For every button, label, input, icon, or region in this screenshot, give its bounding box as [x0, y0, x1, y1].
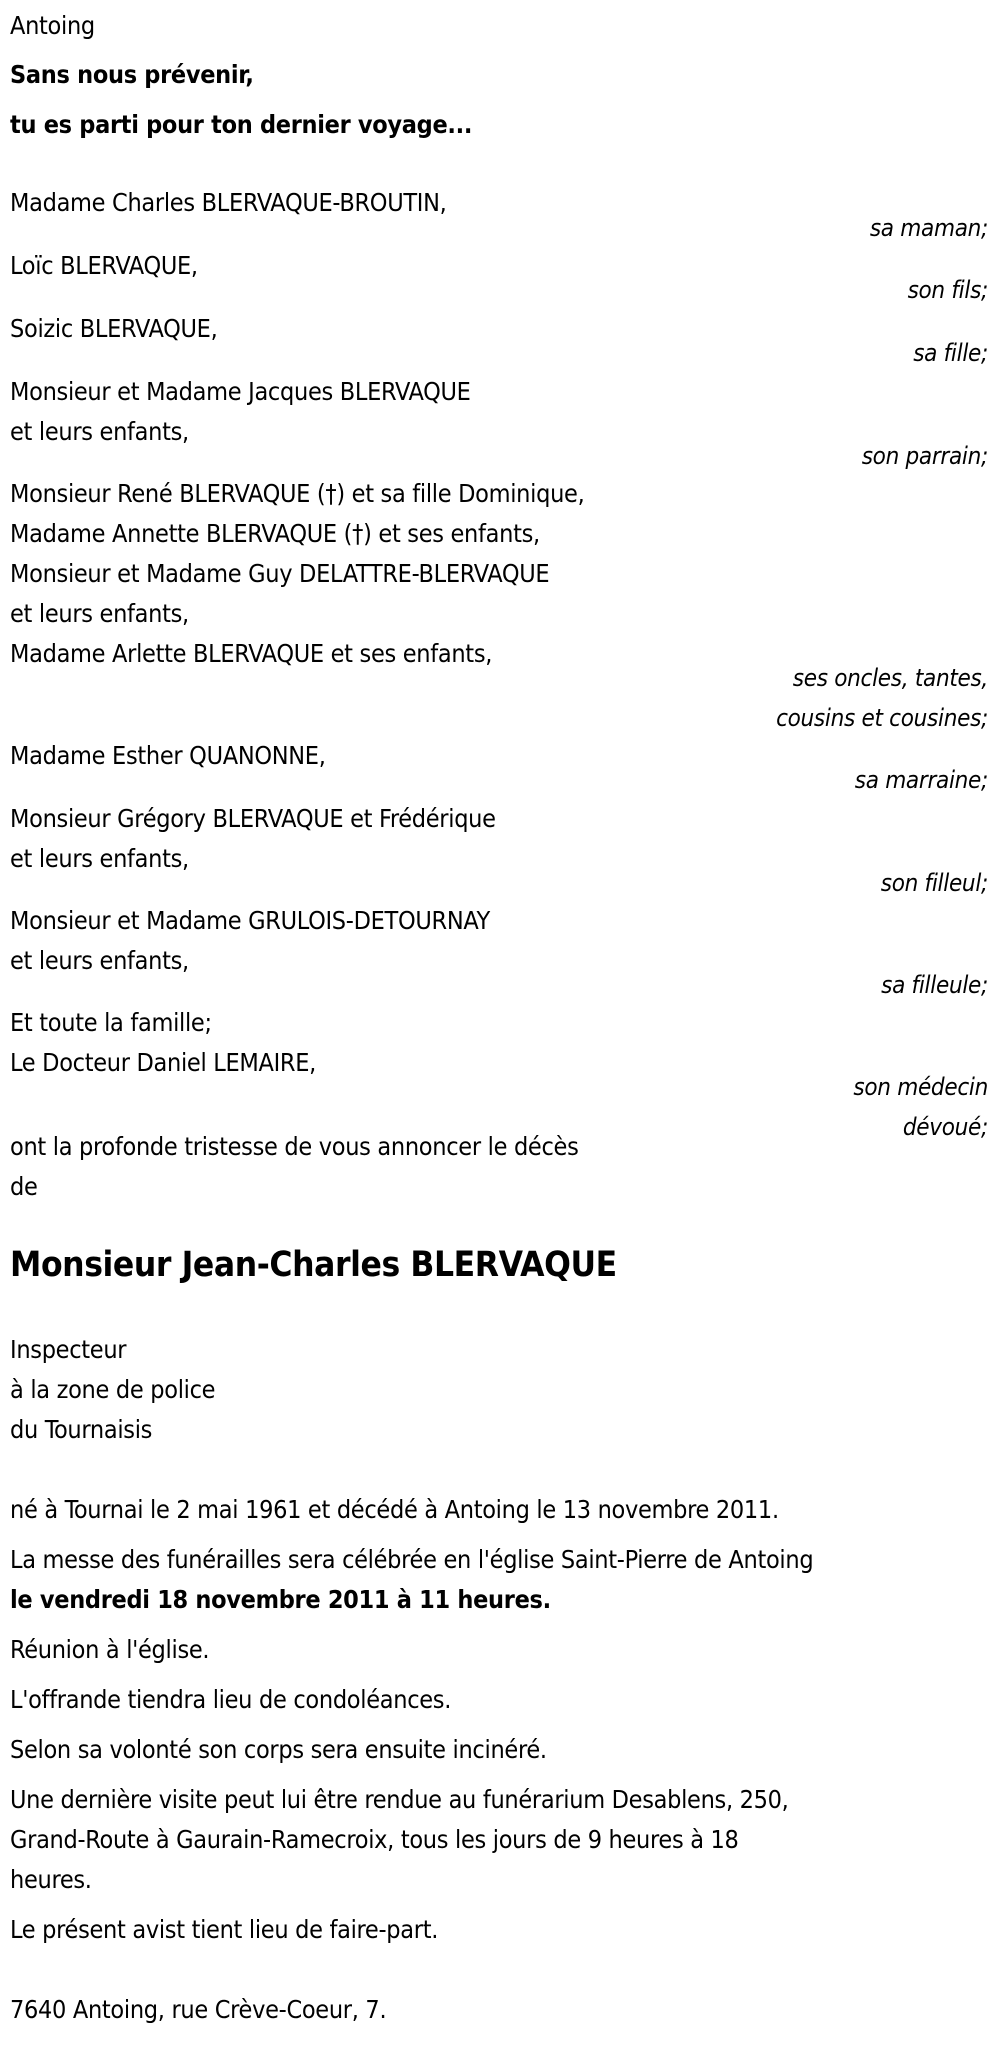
visit-line: heures. — [10, 1865, 92, 1894]
family-relation: ses oncles, tantes, — [792, 664, 988, 692]
family-relation: dévoué; — [902, 1113, 988, 1141]
family-member-line: Monsieur et Madame Guy DELATTRE-BLERVAQUE — [10, 559, 550, 588]
family-relation: son fils; — [907, 276, 988, 304]
family-member-line: Madame Esther QUANONNE, — [10, 741, 326, 770]
family-relation: son parrain; — [861, 442, 988, 470]
family-member-line: et leurs enfants, — [10, 417, 189, 446]
deceased-title-line: Inspecteur — [10, 1335, 127, 1364]
family-member-line: Monsieur René BLERVAQUE (†) et sa fille Dominique, — [10, 479, 585, 508]
family-member-line: Soizic BLERVAQUE, — [10, 314, 218, 343]
family-member-line: Monsieur et Madame Jacques BLERVAQUE — [10, 377, 471, 406]
verse-line-1: Sans nous prévenir, — [10, 60, 254, 89]
family-relation: cousins et cousines; — [776, 704, 988, 732]
family-member-line: et leurs enfants, — [10, 599, 189, 628]
family-member-line: Madame Arlette BLERVAQUE et ses enfants, — [10, 639, 493, 668]
location-heading: Antoing — [10, 11, 95, 40]
deceased-name: Monsieur Jean-Charles BLERVAQUE — [10, 1245, 617, 1285]
family-relation: son médecin — [853, 1073, 988, 1101]
announcement-line: de — [10, 1172, 38, 1201]
deceased-title-line: à la zone de police — [10, 1375, 216, 1404]
family-member-line: et leurs enfants, — [10, 946, 189, 975]
family-member-line: Monsieur et Madame GRULOIS-DETOURNAY — [10, 906, 490, 935]
family-relation: sa fille; — [913, 339, 988, 367]
visit-line: Une dernière visite peut lui être rendue au funérarium Desablens, 250, — [10, 1785, 789, 1814]
offering-line: L'offrande tiendra lieu de condoléances. — [10, 1685, 452, 1714]
funeral-mass-line: La messe des funérailles sera célébrée en l'église Saint-Pierre de Antoing — [10, 1545, 814, 1574]
family-relation: sa marraine; — [854, 766, 988, 794]
funeral-date-time: le vendredi 18 novembre 2011 à 11 heures. — [10, 1585, 551, 1614]
verse-line-2: tu es parti pour ton dernier voyage... — [10, 110, 473, 139]
announcement-line: ont la profonde tristesse de vous annoncer le décès — [10, 1132, 579, 1161]
family-relation: sa maman; — [869, 214, 988, 242]
family-member-line: et leurs enfants, — [10, 844, 189, 873]
deceased-title-line: du Tournaisis — [10, 1415, 153, 1444]
family-relation: son filleul; — [880, 869, 988, 897]
family-address: 7640 Antoing, rue Crève-Coeur, 7. — [10, 1995, 387, 2024]
visit-line: Grand-Route à Gaurain-Ramecroix, tous les jours de 9 heures à 18 — [10, 1825, 739, 1854]
family-member-line: Le Docteur Daniel LEMAIRE, — [10, 1048, 316, 1077]
family-member-line: Et toute la famille; — [10, 1008, 212, 1037]
birth-death-line: né à Tournai le 2 mai 1961 et décédé à Antoing le 13 novembre 2011. — [10, 1495, 779, 1524]
family-relation: sa filleule; — [881, 971, 988, 999]
family-member-line: Madame Annette BLERVAQUE (†) et ses enfants, — [10, 519, 540, 548]
family-member-line: Monsieur Grégory BLERVAQUE et Frédérique — [10, 804, 496, 833]
family-member-line: Loïc BLERVAQUE, — [10, 251, 198, 280]
notice-line: Le présent avist tient lieu de faire-part. — [10, 1915, 439, 1944]
family-member-line: Madame Charles BLERVAQUE-BROUTIN, — [10, 188, 447, 217]
meeting-line: Réunion à l'église. — [10, 1635, 210, 1664]
cremation-line: Selon sa volonté son corps sera ensuite incinéré. — [10, 1735, 547, 1764]
